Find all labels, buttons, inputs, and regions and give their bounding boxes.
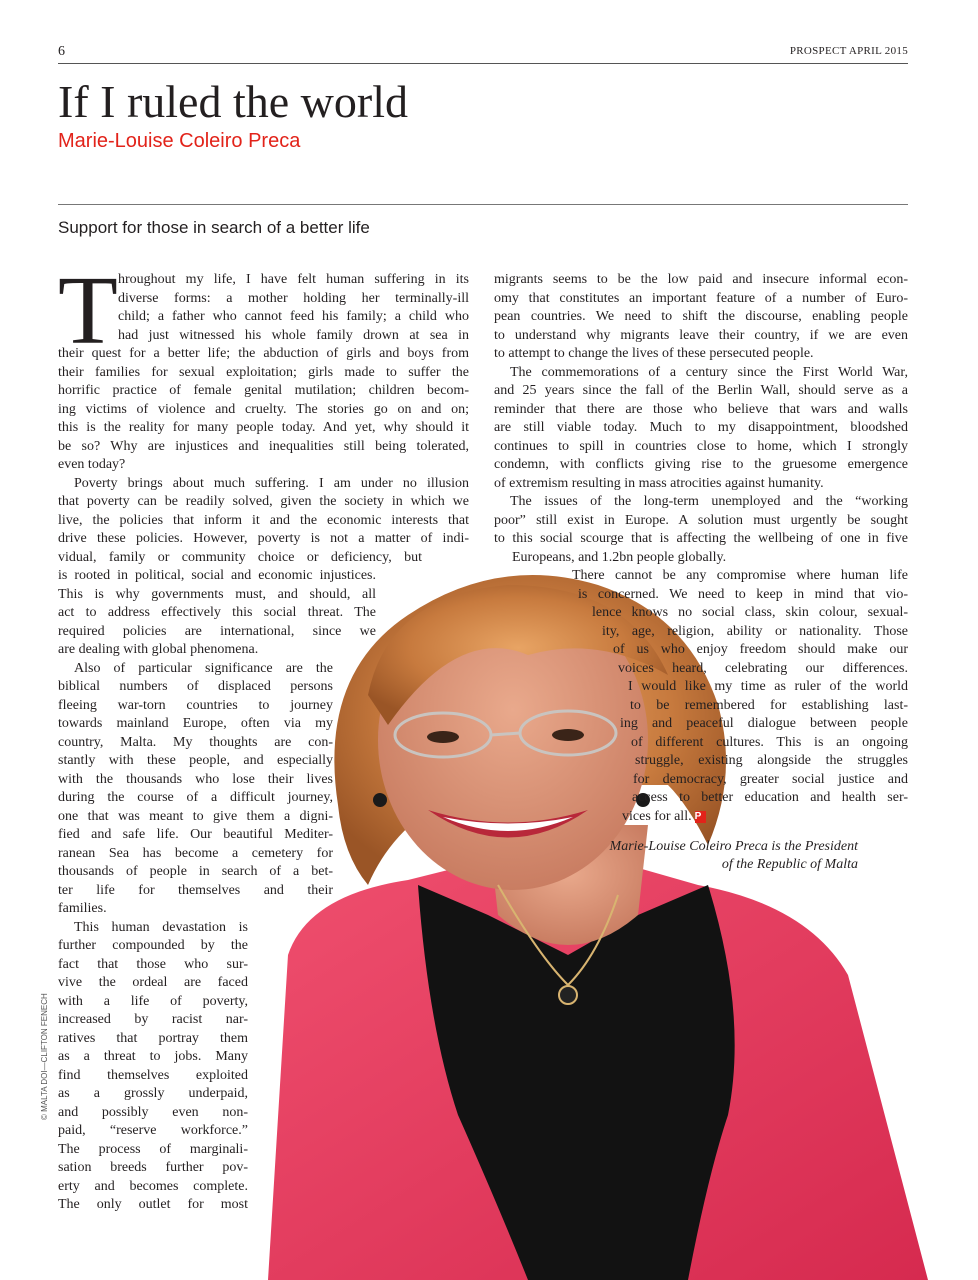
article-line: pean countries. We need to shift the discourse, enabling people [494,309,908,324]
article-line: drive these policies. However, poverty is not a matter of indi- [58,531,469,546]
article-line: lence knows no social class, skin colour, sexual- [592,605,908,620]
end-mark-icon: P [695,811,706,823]
article-line: ity, age, religion, ability or nationality. Those [602,623,908,639]
article-line: Also of particular significance are the [74,660,333,676]
article-line: of extremism resulting in mass atrocities against humanity. [494,475,824,491]
article-line: and 25 years since the fall of the Berlin Wall, should serve as a [494,383,908,398]
article-line: paid, “reserve workforce.” [58,1123,248,1138]
article-line: hroughout my life, I have felt human suffering in its [118,272,469,287]
author-bio-line: Marie-Louise Coleiro Preca is the President [609,839,858,854]
article-line: Europeans, and 1.2bn people globally. [512,549,727,565]
article-line: vidual, family or community choice or deficiency, but [58,549,422,565]
article-line: to this social scourge that is affecting the wellbeing of one in five [494,531,908,546]
article-line: condemn, with conflicts giving rise to the gruesome emergence [494,457,908,472]
article-line: required policies are international, since we [58,623,376,639]
article-line: increased by racist nar- [58,1012,248,1027]
article-line: ranean Sea has become a cemetery for [58,845,333,861]
article-line: with the thousands who lose their lives [58,771,333,787]
article-line: reminder that there are those who believe that wars and walls [494,401,908,417]
article-line: thousands of people in search of a bet- [58,864,333,879]
article-line: This human devastation is [74,919,248,935]
article-line: is rooted in political, social and economic injustices. [58,568,376,583]
article-line: fact that those who sur- [58,956,248,972]
article-line: ing and peaceful dialogue between people [620,716,908,731]
article-line: had just witnessed his whole family drown at sea in [118,327,469,343]
article-line: erty and becomes complete. [58,1178,248,1194]
article-line: The only outlet for most [58,1197,248,1212]
article-line: families. [58,901,107,916]
top-rule [58,63,908,64]
article-line: ratives that portray them [58,1030,248,1046]
article-line: child; a father who cannot feed his family; a child who [118,309,469,324]
article-line: sation breeds further pov- [58,1160,248,1175]
article-line: migrants seems to be the low paid and insecure informal econ- [494,272,908,287]
article-line: fied and safe life. Our beautiful Mediter- [58,827,333,842]
drop-cap: T [58,257,118,365]
article-line: live, the policies that inform it and the economic interests that [58,512,469,528]
article-line: their quest for a better life; the abduction of girls and boys from [58,346,469,361]
article-line: during the course of a difficult journey, [58,790,333,805]
article-line: ing victims of violence and cruelty. The stories go on and on; [58,401,469,417]
page-title: If I ruled the world [58,76,408,127]
photo-credit: © MALTA DOI—CLIFTON FENECH [40,993,49,1120]
article-line: struggle, existing alongside the struggles [635,753,908,768]
article-line: The process of marginali- [58,1141,248,1157]
article-line: as a threat to jobs. Many [58,1049,248,1064]
article-line: biblical numbers of displaced persons [58,679,333,694]
article-line: vive the ordeal are faced [58,975,248,990]
article-line: voices heard, celebrating our differences. [618,660,908,676]
article-line [622,808,706,827]
article-line: I would like my time as ruler of the world [628,679,908,694]
article-line: even today? [58,457,126,472]
article-line: one that was meant to give them a digni- [58,808,333,824]
article-line: are dealing with global phenomena. [58,642,259,657]
article-line: towards mainland Europe, often via my [58,716,333,731]
article-line: omy that constitutes an important feature of a number of Euro- [494,290,908,306]
article-line: find themselves exploited [58,1067,248,1083]
article-line: to be remembered for establishing last- [630,697,908,713]
article-line: horrific practice of female genital mutilation; children becom- [58,383,469,398]
article-line: be so? Why are injustices and inequalities still being tolerated, [58,438,469,454]
article-line: of us who enjoy freedom should make our [613,642,908,657]
article-line: act to address effectively this social threat. The [58,605,376,620]
article-line: The issues of the long-term unemployed and the “working [510,494,908,509]
author-bio-line: of the Republic of Malta [721,857,858,872]
article-line: This is why governments must, and should, all [58,586,376,602]
masthead: PROSPECT APRIL 2015 [789,45,908,57]
article-line: The commemorations of a century since the First World War, [510,364,908,380]
article-line: that poverty can be readily solved, given the society in which we [58,494,469,509]
article-line-text: vices for all. [622,808,692,824]
page-number: 6 [58,44,65,59]
article-line: is concerned. We need to keep in mind that vio- [578,586,908,602]
article-line: Poverty brings about much suffering. I am under no illusion [74,475,469,491]
article-line: to understand why migrants leave their country, if we are even [494,327,908,343]
article-line: diverse forms: a mother holding her terminally-ill [118,290,469,306]
article-line: ter life for themselves and their [58,882,333,898]
article-line: their families for sexual exploitation; girls made to suffer the [58,364,469,380]
article-line: poor” still exist in Europe. A solution must urgently be sought [494,512,908,528]
article-line: this is the reality for many people today. And yet, why should it [58,420,469,435]
article-line: and possibly even non- [58,1104,248,1120]
article-line: of different cultures. This is an ongoing [631,734,908,750]
article-line: for democracy, greater social justice and [633,771,908,787]
author-name: Marie-Louise Coleiro Preca [58,130,301,152]
article-line: stantly with these people, and especially [58,753,333,768]
article-line: to attempt to change the lives of these persecuted people. [494,346,814,361]
article-line: There cannot be any compromise where human life [572,568,908,583]
article-line: with a life of poverty, [58,993,248,1009]
article-line: as a grossly underpaid, [58,1086,248,1101]
article-line: fleeing war-torn countries to journey [58,697,333,713]
article-line: further compounded by the [58,938,248,953]
article-line: country, Malta. My thoughts are con- [58,734,333,750]
article-line: continues to spill in countries close to home, which I strongly [494,438,908,454]
article-line: are still viable today. Much to my disappointment, bloodshed [494,420,908,435]
standfirst: Support for those in search of a better life [58,218,370,237]
article-line: access to better education and health ser- [632,790,908,805]
section-rule [58,204,908,205]
